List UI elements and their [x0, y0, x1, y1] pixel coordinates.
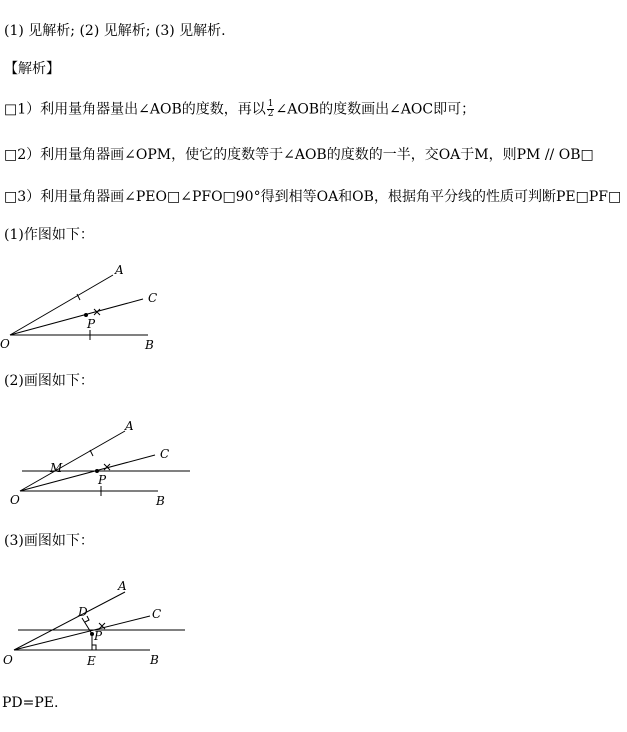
- step-1-text-before: □1）利用量角器量出∠AOB的度数，再以: [4, 101, 266, 118]
- ray-oc: [10, 299, 143, 335]
- label-b: B: [145, 338, 154, 352]
- half-fraction: [267, 100, 275, 119]
- label-a: A: [125, 419, 134, 433]
- fraction-denominator: 2: [267, 109, 274, 119]
- label-b: B: [156, 494, 165, 508]
- answer-line: (1) 见解析; (2) 见解析; (3) 见解析.: [4, 23, 226, 39]
- analysis-step-3: □3）利用量角器画∠PEO□∠PFO□90°得到相等OA和OB，根据角平分线的性质可判断PE□PF□: [4, 189, 622, 205]
- figure-1-diagram: [0, 258, 200, 358]
- right-angle-mark-e: [92, 645, 96, 650]
- figure-3-caption: (3)画图如下：: [4, 533, 94, 549]
- section-title: 【解析】: [4, 61, 60, 77]
- label-p: P: [87, 317, 96, 331]
- label-d: D: [78, 605, 88, 619]
- analysis-step-2: □2）利用量角器画∠OPM，使它的度数等于∠AOB的度数的一半，交OA于M，则PM // OB□: [4, 147, 594, 163]
- ray-oc: [20, 455, 155, 491]
- figure-1-caption: (1)作图如下：: [4, 227, 94, 243]
- label-m: M: [50, 461, 63, 475]
- figure-3-diagram: [0, 576, 200, 676]
- label-e: E: [87, 654, 96, 668]
- step-1-text-after: ∠AOB的度数画出∠AOC即可；: [275, 101, 476, 118]
- tick-on-oa: [90, 450, 93, 456]
- label-o: O: [10, 493, 20, 507]
- label-a: A: [118, 579, 127, 593]
- label-o: O: [3, 653, 13, 667]
- label-c: C: [148, 291, 158, 305]
- figure-2-diagram: [0, 414, 220, 514]
- ray-oc: [14, 616, 150, 650]
- label-o: O: [0, 337, 10, 351]
- label-c: C: [160, 447, 170, 461]
- conclusion: PD=PE.: [2, 695, 59, 711]
- label-p: P: [94, 629, 103, 643]
- label-a: A: [115, 263, 124, 277]
- figure-2-caption: (2)画图如下：: [4, 373, 94, 389]
- label-p: P: [98, 473, 107, 487]
- ray-oa: [10, 275, 113, 335]
- analysis-step-1: [4, 100, 475, 119]
- fraction-numerator: 1: [267, 99, 274, 109]
- label-c: C: [152, 607, 162, 621]
- ray-oa: [20, 431, 125, 491]
- label-b: B: [150, 653, 159, 667]
- ray-oa: [14, 592, 125, 650]
